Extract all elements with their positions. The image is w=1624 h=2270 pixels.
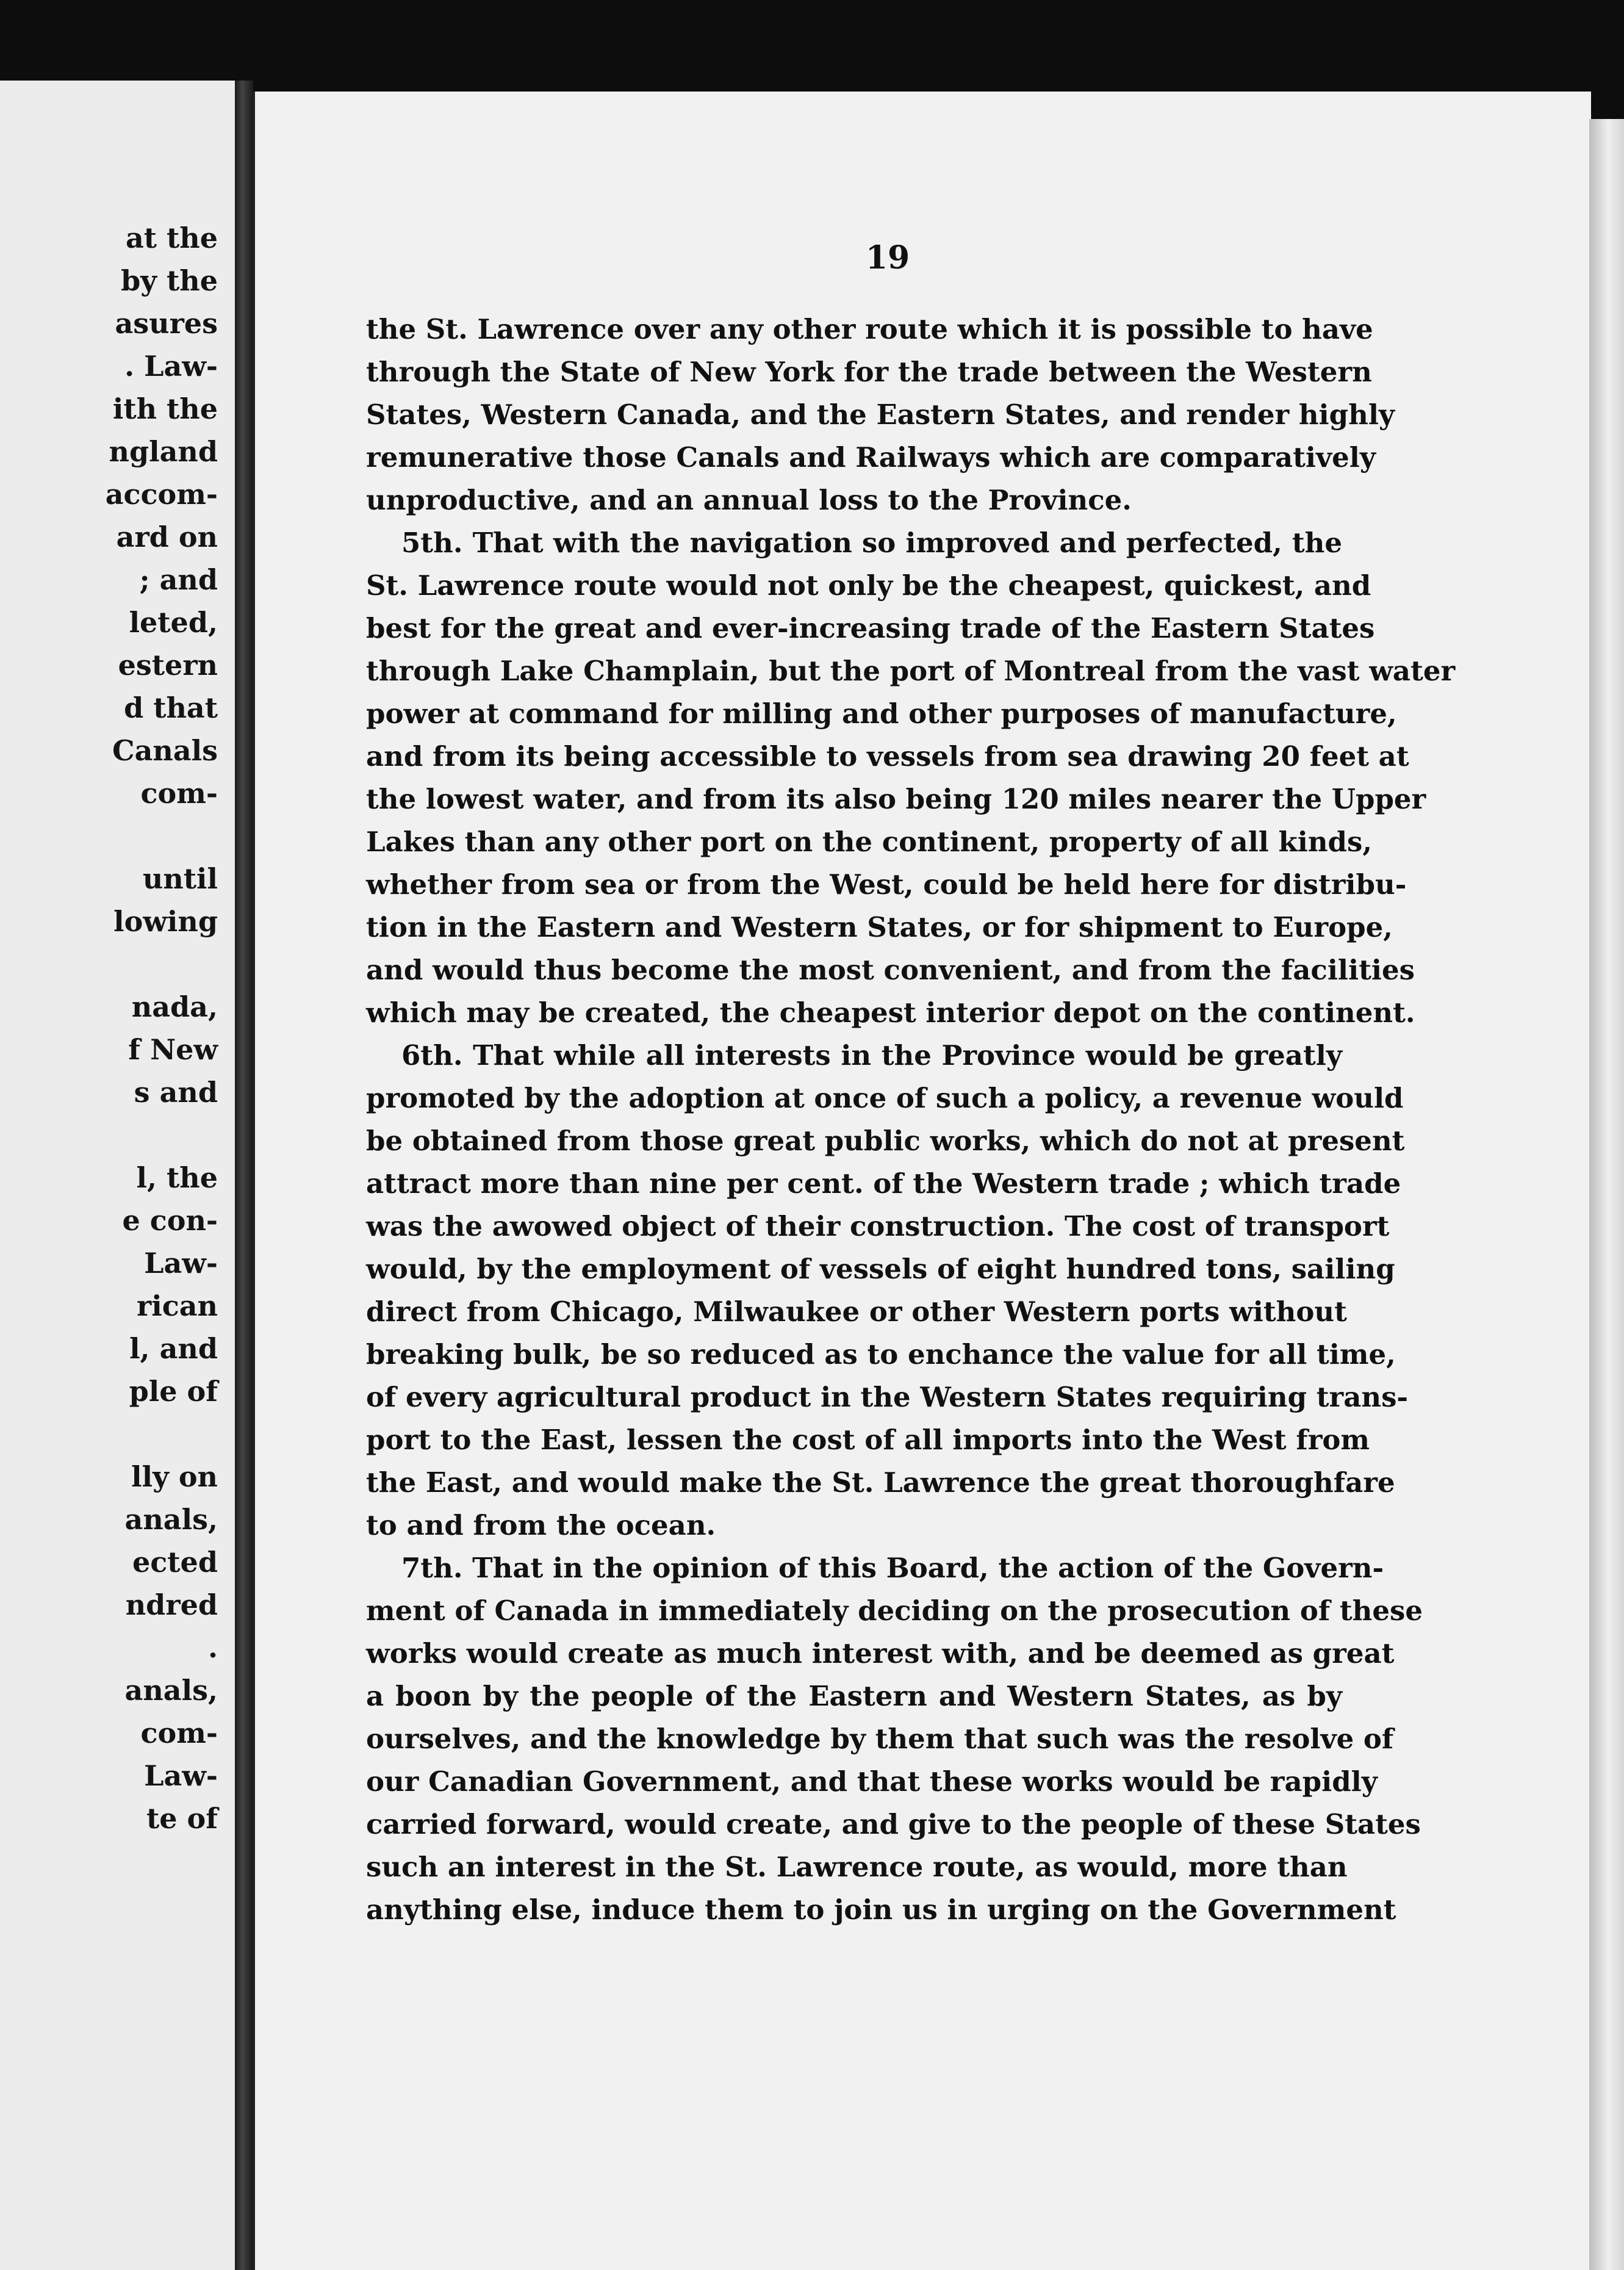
left-page-fragment: lly on	[131, 1460, 218, 1493]
text-line: be obtained from those great public works, which do not at present	[366, 1125, 1405, 1157]
left-page-fragment: anals,	[124, 1503, 218, 1536]
text-line: direct from Chicago, Milwaukee or other Western ports without	[366, 1295, 1347, 1328]
text-line: would, by the employment of vessels of eight hundred tons, sailing	[366, 1253, 1395, 1285]
left-page-fragment: l, and	[129, 1332, 218, 1365]
text-line: attract more than nine per cent. of the Western trade ; which trade	[366, 1167, 1401, 1200]
text-line: and from its being accessible to vessels from sea drawing 20 feet at	[366, 740, 1409, 773]
left-page-fragment: d that	[124, 691, 218, 724]
text-line: whether from sea or from the West, could be held here for distribu-	[366, 868, 1407, 901]
paragraph-5th-start: 5th. That with the navigation so improved and perfected, the	[401, 527, 1342, 559]
left-page-fragment: s and	[134, 1076, 218, 1109]
left-page-fragment: Law-	[144, 1247, 218, 1280]
left-page-fragment: Canals	[112, 734, 218, 767]
body-text	[366, 308, 1456, 1931]
left-page-fragment: rican	[137, 1289, 218, 1322]
left-page-fragment: ngland	[109, 435, 218, 468]
left-page-fragment: until	[142, 862, 218, 895]
left-page-fragment: te of	[146, 1802, 218, 1835]
text-line: through Lake Champlain, but the port of Montreal from the vast water	[366, 655, 1456, 687]
text-line: of every agricultural product in the Western States requiring trans-	[366, 1381, 1409, 1413]
page-edge	[1589, 119, 1624, 2270]
book-gutter	[235, 81, 253, 2270]
text-line: Lakes than any other port on the continent, property of all kinds,	[366, 826, 1373, 858]
text-line: and would thus become the most convenient, and from the facilities	[366, 954, 1415, 986]
text-line: carried forward, would create, and give to the people of these States	[366, 1808, 1421, 1840]
left-page-fragment: ard on	[116, 521, 218, 553]
text-line: the East, and would make the St. Lawrence the great thoroughfare	[366, 1466, 1395, 1499]
text-line: ourselves, and the knowledge by them that such was the resolve of	[366, 1723, 1394, 1755]
text-line: ment of Canada in immediately deciding on the prosecution of these	[366, 1594, 1423, 1627]
left-page-fragment: at the	[125, 222, 218, 254]
left-page-fragment: . Law-	[124, 350, 218, 383]
left-page-fragment: f New	[128, 1033, 218, 1066]
text-line: works would create as much interest with, and be deemed as great	[366, 1637, 1395, 1670]
left-page-fragment: Law-	[144, 1759, 218, 1792]
left-page-fragment: anals,	[124, 1674, 218, 1707]
left-page-fragment: .	[207, 1631, 218, 1664]
left-page-fragment: leted,	[129, 606, 218, 639]
left-page-fragment: ected	[132, 1546, 218, 1579]
left-page-fragment: l, the	[136, 1161, 218, 1194]
left-page-fragment: ple of	[129, 1375, 218, 1408]
text-line: which may be created, the cheapest interior depot on the continent.	[366, 996, 1415, 1029]
text-line: States, Western Canada, and the Eastern States, and render highly	[366, 398, 1395, 431]
text-line: promoted by the adoption at once of such a policy, a revenue would	[366, 1082, 1404, 1114]
text-line: power at command for milling and other purposes of manufacture,	[366, 697, 1397, 730]
text-line: a boon by the people of the Eastern and Western States, as by	[366, 1680, 1342, 1712]
text-line: tion in the Eastern and Western States, or for shipment to Europe,	[366, 911, 1393, 943]
left-page-fragment: ; and	[139, 563, 218, 596]
left-page-fragment: nada,	[131, 990, 218, 1023]
left-page-fragment: estern	[118, 649, 218, 682]
left-page-fragment: asures	[115, 307, 218, 340]
text-line: our Canadian Government, and that these works would be rapidly	[366, 1765, 1378, 1798]
left-page-fragment: accom-	[105, 478, 218, 511]
text-line: the lowest water, and from its also being 120 miles nearer the Upper	[366, 783, 1426, 815]
left-page-fragment: com-	[140, 777, 218, 810]
left-page-fragment: com-	[140, 1717, 218, 1749]
text-line: was the awowed object of their construction. The cost of transport	[366, 1210, 1390, 1242]
left-page-fragment: ith the	[112, 392, 218, 425]
paragraph-6th-start: 6th. That while all interests in the Province would be greatly	[401, 1039, 1342, 1072]
text-line: St. Lawrence route would not only be the cheapest, quickest, and	[366, 569, 1371, 602]
text-line: to and from the ocean.	[366, 1509, 716, 1541]
left-page-fragment: lowing	[113, 905, 218, 938]
text-line: port to the East, lessen the cost of all imports into the West from	[366, 1424, 1370, 1456]
left-page-fragment: e con-	[122, 1204, 218, 1237]
paragraph-7th-start: 7th. That in the opinion of this Board, the action of the Govern-	[401, 1552, 1384, 1584]
text-line: best for the great and ever-increasing trade of the Eastern States	[366, 612, 1375, 644]
page-number: 19	[865, 239, 910, 276]
text-line: unproductive, and an annual loss to the Province.	[366, 484, 1132, 516]
text-line: such an interest in the St. Lawrence route, as would, more than	[366, 1851, 1348, 1883]
text-line: remunerative those Canals and Railways which are comparatively	[366, 441, 1376, 474]
left-page-fragment: ndred	[125, 1588, 218, 1621]
left-page-fragment: by the	[121, 264, 218, 297]
text-line: the St. Lawrence over any other route which it is possible to have	[366, 313, 1373, 345]
text-line: anything else, induce them to join us in urging on the Government	[366, 1893, 1396, 1926]
text-line: breaking bulk, be so reduced as to enchance the value for all time,	[366, 1338, 1396, 1371]
left-page	[0, 81, 236, 2270]
text-line: through the State of New York for the trade between the Western	[366, 356, 1372, 388]
